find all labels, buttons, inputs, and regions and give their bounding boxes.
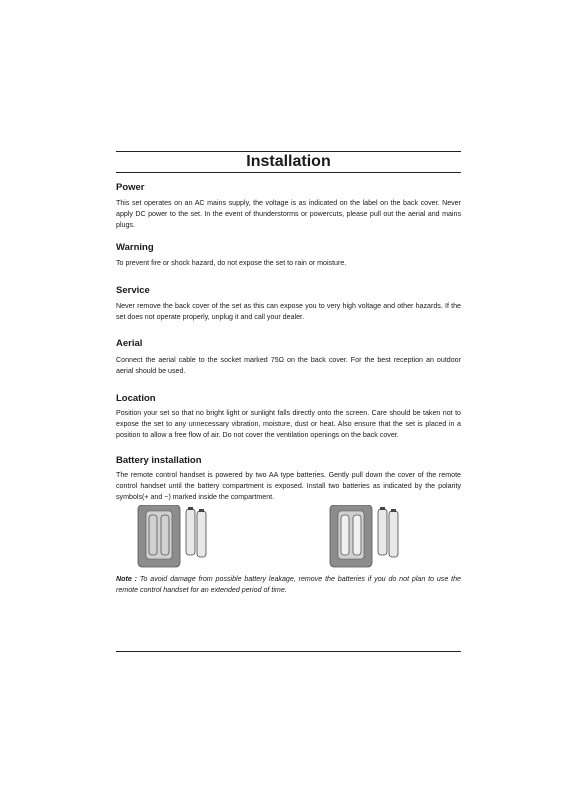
title-underline — [116, 172, 461, 173]
note-body: To avoid damage from possible battery leakage, remove the batteries if you do not plan to use the remote control handset for an extended period of time. — [116, 575, 461, 594]
aerial-heading: Aerial — [116, 338, 143, 349]
bottom-rule — [116, 651, 461, 652]
location-text: Position your set so that no bright light or sunlight falls directly onto the screen. Care should be taken not to expose the set to any unnecessary vibration, moisture, dust or heat. Also ensure that the set is placed in a position to allow a free flow of air. Do not cover the ventilation openings on the back cover. — [116, 409, 461, 439]
battery-figures — [116, 505, 461, 569]
battery-text: The remote control handset is powered by two AA type batteries. Gently pull down the cover of the remote control handset until the battery compartment is exposed. Install two batteries as indicated by the polarity symbols(+ and −) marked inside the compartment. — [116, 471, 461, 501]
location-heading: Location — [116, 393, 156, 404]
remote-batteries-illustration — [328, 505, 438, 569]
power-text: This set operates on an AC mains supply, the voltage is as indicated on the label on the back cover. Never apply DC power to the set. In the event of thunderstorms or powercuts, please pull out the aerial and mains plugs. — [116, 199, 461, 229]
warning-heading: Warning — [116, 242, 154, 253]
battery-heading: Battery installation — [116, 455, 202, 466]
note-text — [116, 574, 461, 596]
power-heading: Power — [116, 182, 145, 193]
aerial-text: Connect the aerial cable to the socket marked 75Ω on the back cover. For the best reception an outdoor aerial should be used. — [116, 356, 461, 375]
note-label: Note : — [116, 575, 137, 583]
service-heading: Service — [116, 285, 150, 296]
page-title: Installation — [246, 153, 331, 170]
service-text: Never remove the back cover of the set as this can expose you to very high voltage and other hazards. If the set does not operate properly, unplug it and call your dealer. — [116, 302, 461, 321]
warning-text: To prevent fire or shock hazard, do not expose the set to rain or moisture. — [116, 259, 347, 267]
remote-open-illustration — [136, 505, 246, 569]
